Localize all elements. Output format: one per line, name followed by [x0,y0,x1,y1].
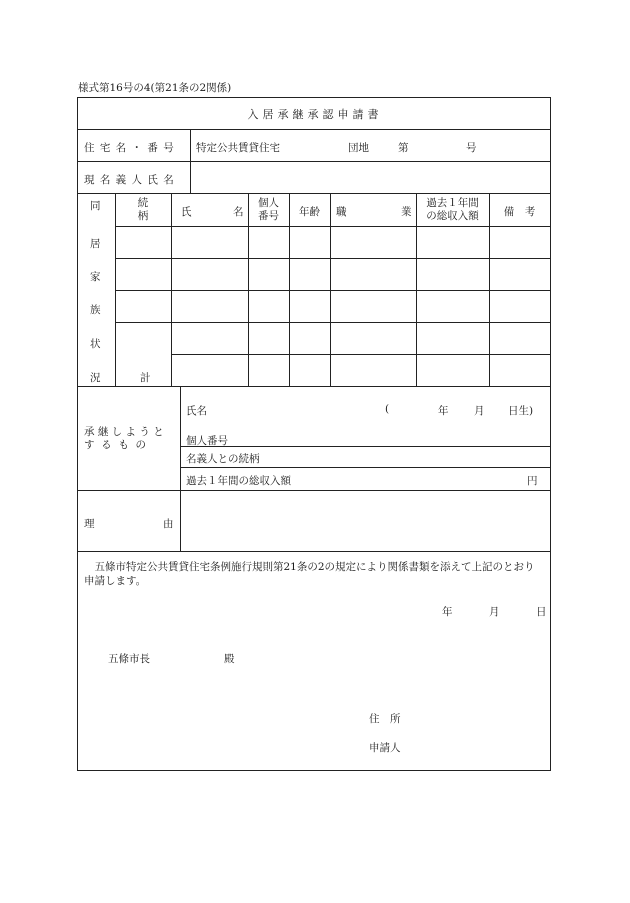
successor-relation-label: 名義人との続柄 [186,453,260,465]
yen-label: 円 [527,475,538,487]
header-income: 過去１年間 の総収入額 [426,197,479,222]
divider [115,290,550,291]
application-form [77,97,551,771]
family-label-char: 家 [90,271,101,283]
divider [78,551,550,552]
header-name-shi: 氏 [181,206,192,218]
declaration-text: 五條市特定公共賃貸住宅条例施行規則第21条の2の規定により関係書類を添えて上記のとおり申請します。 [84,561,535,587]
divider [180,386,181,490]
divider [78,193,550,194]
family-label-char: 同 [90,200,101,212]
reason-yu: 由 [163,518,174,530]
header-name-mei: 名 [233,206,244,218]
housing-type: 特定公共賃貸住宅 [196,142,280,154]
divider [180,467,550,468]
header-age: 年齢 [299,206,320,218]
address-label: 住 所 [369,713,401,725]
divider [78,129,550,130]
divider [115,226,550,227]
divider [78,161,550,162]
successor-personal-number-label: 個人番号 [186,435,228,447]
header-personal-number: 個人 番号 [258,197,279,222]
divider [180,490,181,551]
successor-label-line1: 承 継 し よ う と [84,426,164,438]
dono-label: 殿 [224,653,235,665]
header-occupation-gyo: 業 [401,206,412,218]
divider [171,354,550,355]
header-occupation-shoku: 職 [336,206,347,218]
header-relation: 続 柄 [137,197,149,222]
birth-open-paren: ( [385,403,390,415]
successor-name-label: 氏名 [186,405,207,417]
form-title: 入居承継承認申請書 [247,108,383,121]
form-number-caption: 様式第16号の4(第21条の2関係) [78,82,232,94]
divider [115,322,550,323]
divider [180,446,550,447]
nominee-label: 現 名 義 人 氏 名 [84,174,175,186]
applicant-label: 申請人 [369,742,401,754]
date-year: 年 [442,606,453,618]
family-label-char: 族 [90,304,101,316]
successor-label-line2: す る も の [84,439,147,451]
successor-income-label: 過去１年間の総収入額 [186,475,291,487]
header-remarks: 備 考 [503,206,536,218]
birth-month: 月 [474,405,485,417]
divider [115,258,550,259]
family-label-char: 状 [90,338,101,350]
birth-year: 年 [438,405,449,417]
total-label: 計 [140,372,151,384]
mayor-label: 五條市長 [108,653,150,665]
go-label: 号 [466,142,477,154]
family-label-char: 況 [90,372,101,384]
dai-label: 第 [398,142,409,154]
birth-day: 日生) [508,405,534,417]
date-month: 月 [489,606,500,618]
reason-ri: 理 [84,518,95,530]
housing-label: 住 宅 名 ・ 番 号 [84,142,175,154]
divider [78,386,550,387]
divider [78,490,550,491]
date-day: 日 [536,606,547,618]
danchi-label: 団地 [348,142,369,154]
family-label-char: 居 [90,238,101,250]
